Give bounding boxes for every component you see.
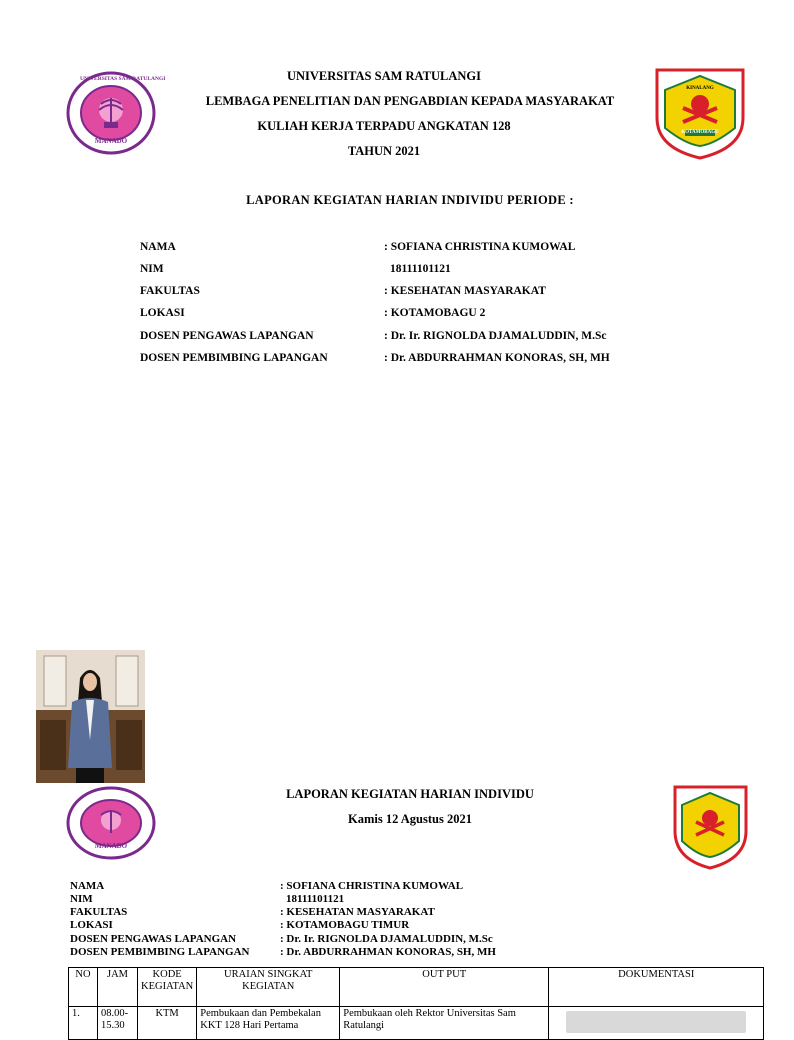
header-line-4: TAHUN 2021 [347, 144, 421, 158]
col-header-no: NO [69, 968, 98, 1007]
table-row [69, 1007, 764, 1040]
p2-value-fakultas: : KESEHATAN MASYARAKAT [280, 906, 435, 918]
col-header-kode: KODE KEGIATAN [138, 968, 197, 1007]
cell-dokumentasi [549, 1007, 764, 1040]
p2-value-lokasi: : KOTAMOBAGU TIMUR [280, 919, 410, 931]
header-line-3: KULIAH KERJA TERPADU ANGKATAN 128 [257, 119, 511, 133]
info-label-lokasi: LOKASI [140, 307, 185, 319]
activity-table [68, 967, 764, 1040]
info-label-fakultas: FAKULTAS [140, 285, 200, 297]
col-header-dokumentasi: DOKUMENTASI [549, 968, 764, 1007]
col-header-jam: JAM [98, 968, 138, 1007]
p2-label-fakultas: FAKULTAS [70, 906, 128, 918]
daily-report-date: Kamis 12 Agustus 2021 [348, 812, 472, 826]
info-label-dosen-pembimbing: DOSEN PEMBIMBING LAPANGAN [140, 352, 328, 364]
info-label-nim: NIM [140, 263, 164, 275]
cell-uraian: Pembukaan dan Pembekalan KKT 128 Hari Pertama [197, 1007, 340, 1040]
p2-label-nama: NAMA [70, 880, 105, 892]
info-value-lokasi: : KOTAMOBAGU 2 [384, 307, 486, 319]
unsrat-logo-bottom-text: MANADO [94, 137, 128, 145]
info-label-nama: NAMA [140, 241, 176, 253]
unsrat-logo-2-bottom-text: MANADO [94, 842, 128, 850]
col-header-output: OUT PUT [340, 968, 549, 1007]
header-line-1: UNIVERSITAS SAM RATULANGI [286, 69, 481, 83]
cell-kode: KTM [138, 1007, 197, 1040]
p2-label-nim: NIM [70, 893, 93, 905]
cell-output: Pembukaan oleh Rektor Universitas Sam Ratulangi [340, 1007, 549, 1040]
report-period-title: LAPORAN KEGIATAN HARIAN INDIVIDU PERIODE : [246, 193, 574, 207]
p2-value-dosen-pengawas: : Dr. Ir. RIGNOLDA DJAMALUDDIN, M.Sc [280, 933, 493, 945]
daily-report-title: LAPORAN KEGIATAN HARIAN INDIVIDU [286, 787, 534, 801]
student-photo [36, 650, 145, 783]
cell-jam: 08.00-15.30 [98, 1007, 138, 1040]
cell-no: 1. [69, 1007, 98, 1040]
col-header-uraian: URAIAN SINGKAT KEGIATAN [197, 968, 340, 1007]
p2-value-nim: 18111101121 [286, 893, 345, 905]
info-value-nim: 18111101121 [390, 263, 451, 275]
unsrat-logo-top-text: UNIVERSITAS SAM RATULANGI [80, 76, 166, 82]
info-label-dosen-pengawas: DOSEN PENGAWAS LAPANGAN [140, 330, 314, 342]
kotamobagu-logo-bottom-text: KOTAMOBAGU [681, 130, 719, 135]
kotamobagu-logo-top-text: KINALANG [686, 86, 714, 91]
p2-label-dosen-pengawas: DOSEN PENGAWAS LAPANGAN [70, 933, 237, 945]
info-value-fakultas: : KESEHATAN MASYARAKAT [384, 285, 546, 297]
p2-label-lokasi: LOKASI [70, 919, 113, 931]
header-line-2: LEMBAGA PENELITIAN DAN PENGABDIAN KEPADA MASYARAKAT [205, 94, 615, 108]
documentation-photo [566, 1011, 746, 1033]
p2-label-dosen-pembimbing: DOSEN PEMBIMBING LAPANGAN [70, 946, 250, 958]
info-value-dosen-pengawas: : Dr. Ir. RIGNOLDA DJAMALUDDIN, M.Sc [384, 330, 607, 342]
info-value-nama: : SOFIANA CHRISTINA KUMOWAL [384, 241, 576, 253]
p2-value-dosen-pembimbing: : Dr. ABDURRAHMAN KONORAS, SH, MH [280, 946, 496, 958]
info-value-dosen-pembimbing: : Dr. ABDURRAHMAN KONORAS, SH, MH [384, 352, 610, 364]
p2-value-nama: : SOFIANA CHRISTINA KUMOWAL [280, 880, 464, 892]
